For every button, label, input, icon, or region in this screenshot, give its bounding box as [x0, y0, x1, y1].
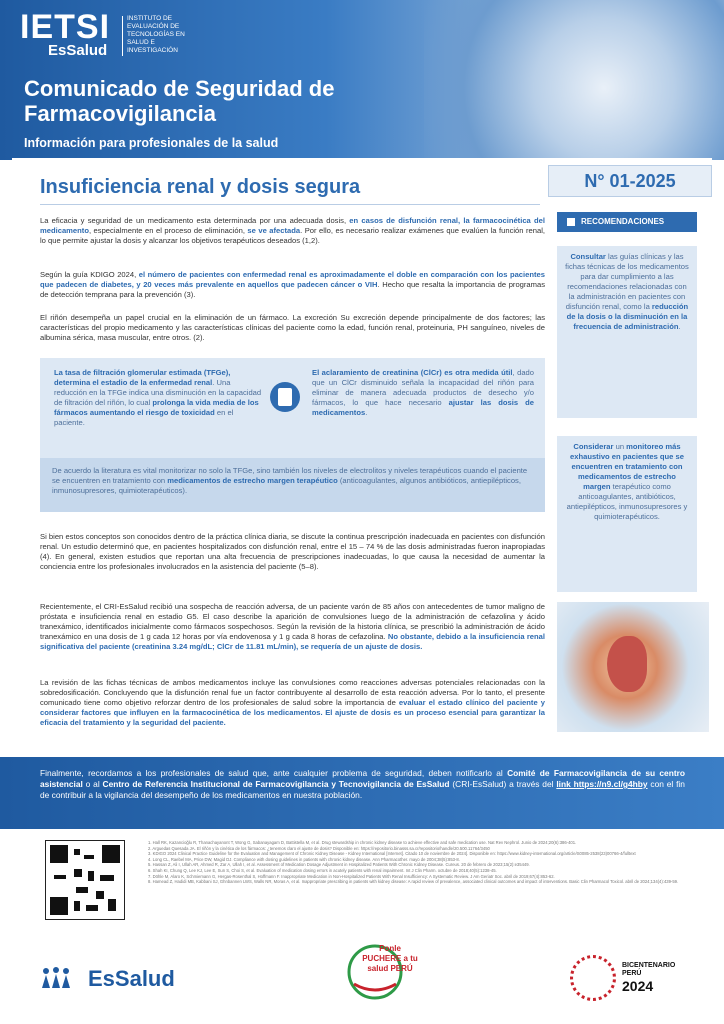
text-span: La revisión de las fichas técnicas de ambos medicamentos incluye las convulsiones como reacciones adversas potenciales relacionadas con la sobredosificación. Concluyendo que la disfunción renal fue un factor contribuyente al desarrollo de esta reacción adversa. Por lo tanto, el presente comunicado tiene como objetivo reforzar dentro de los profesionales de salud sobre la importancia de — [40, 678, 545, 707]
text-span: Según la guía KDIGO 2024, — [40, 270, 139, 279]
reference-item: 5. Hassan Z, Ali I, Ullah AR, Ahmed R, Zar A, Ullah I, et al. Assessment of Medication Dosage Adjustment in Hospitalized Patients With Chronic Kidney Disease. Cureus. 20 de febrero de 2023;15(2):e35449. — [148, 862, 530, 868]
bold-text: Comité de Farmacovigilancia de su centro asistencial — [40, 768, 685, 789]
highlight-text: reducción de la dosis o la disminución en la frecuencia de administración — [566, 302, 689, 331]
title-divider — [40, 204, 540, 205]
highlight-text: evaluar el estado clínico del paciente y considerar factores que influyen en la farmacocinética de los medicamentos. El ajuste de dosis es un proceso esencial para garantizar la eficacia del tratamiento y la seguridad del paciente. — [40, 698, 545, 727]
reference-item: 3. KDIGO 2024 Clinical Practice Guideline for the Evaluation and Management of Chronic Kidney Disease - Kidney International [Internet]. Citado 10 de noviembre de 2024]. Disponible en: https://www.kidney-international.org/article/S0085-2538(23)00766-4/fulltext — [148, 851, 636, 857]
highlight-text: El aclaramiento de creatinina (ClCr) es otra medida útil — [312, 368, 513, 377]
highlight-text: medicamentos de estrecho margen terapéutico — [167, 476, 338, 485]
highlight-text: La tasa de filtración glomerular estimada (TFGe), determina el estadio de la enfermedad renal — [54, 368, 231, 387]
essalud-brand: EsSalud — [88, 966, 175, 991]
qr-module — [86, 905, 98, 911]
text-span: . Una reducción en la TFGe indica una disminución en la capacidad de filtración del riñón, lo cual — [54, 378, 262, 407]
highlight-text: ajustar las dosis de medicamentos — [312, 398, 534, 417]
text-span: La eficacia y seguridad de un medicamento esta determinada por una adecuada dosis, — [40, 216, 350, 225]
qr-finder — [102, 845, 120, 863]
qr-module — [54, 875, 66, 879]
paragraph-kdigo — [40, 270, 545, 300]
recommendations-title: RECOMENDACIONES — [581, 217, 665, 226]
text-span: . — [365, 408, 368, 417]
bicentenario-country: PERÚ — [622, 970, 642, 977]
qr-module — [96, 891, 104, 899]
bold-text: Centro de Referencia Institucional de Farmacovigilancia y Tecnovigilancia de EsSalud — [102, 779, 450, 789]
qr-module — [100, 875, 114, 881]
highlight-text: el número de pacientes con enfermedad renal es aproximadamente el doble en comparación con los pacientes que padecen de diabetes, y 20 veces más prevalente en aquellos que padecen cáncer o VIH — [40, 270, 545, 289]
info-tfge — [54, 368, 264, 428]
bicentenario-label — [622, 962, 675, 978]
qr-module — [88, 871, 94, 881]
page-subtitle: Información para profesionales de la salud — [24, 136, 279, 150]
qr-module — [84, 855, 94, 859]
text-span: (CRI-EsSalud) a través del — [449, 779, 557, 789]
info-clcr — [312, 368, 534, 418]
logo-divider — [122, 16, 123, 56]
recommendation-monitor — [557, 436, 697, 592]
qr-module — [74, 849, 80, 855]
text-span: . — [678, 322, 681, 331]
paragraph-case — [40, 602, 545, 652]
qr-module — [74, 901, 80, 911]
recommendation-consult — [557, 246, 697, 418]
recommendations-header — [557, 212, 697, 232]
highlight-text: en casos de disfunción renal, la farmacocinética del medicamento — [40, 216, 545, 235]
info-monitoring — [40, 458, 545, 512]
essalud-logo-text: EsSalud — [48, 42, 108, 59]
text-span: terapéutico como anticoagulantes, antibióticos, antiepilépticos, inmunosupresores y quimioterapéuticos. — [566, 482, 688, 521]
highlight-text: No obstante, debido a la insuficiencia renal significativa del paciente (creatinina 3.24 mg/dL; ClCr de 11.81 mL/min), se requería de un ajuste de dosis. — [40, 632, 545, 651]
kidney-hands-photo — [557, 602, 709, 732]
reference-item: 6. Shah KI, Chung Q, Lee KJ, Lee E, Sun S, Choi S, et al. Evaluation of medication dosing errors in acutely patients with renal impairment. Int J Clin Pharm. octubre de 2018;40(5):1238-45. — [148, 867, 497, 873]
footer-notice — [40, 768, 685, 801]
essalud-family-icon — [40, 966, 86, 990]
paragraph-conclusion — [40, 678, 545, 728]
paragraph-prescription: Si bien estos conceptos son conocidos dentro de la práctica clínica diaria, se discute la continua prescripción inadecuada en pacientes con disfunción renal. Un estudio determinó que, en pacientes hospitalizados con disfunción renal, entre el 15 – 74 % de las dosis administradas fueron inapropiadas (4). En general, existen estudios que reportan una alta frecuencia de prescripciones inadecuadas, lo que causa la necesidad de aumentar la conciencia entre los profesionales involucrados en la asistencia del paciente (5–8). — [40, 532, 545, 571]
square-icon — [567, 218, 575, 226]
institute-name: INSTITUTO DE EVALUACIÓN DE TECNOLOGÍAS EN SALUD E INVESTIGACIÓN — [127, 15, 185, 54]
monitoring-text — [52, 466, 532, 496]
paragraph-kidney-role: El riñón desempeña un papel crucial en la eliminación de un fármaco. La excreción Su excreción depende principalmente de dos factores; las características del propio medicamento y las características clínicas del paciente como la edad, función renal, proteinuria, PH sanguíneo, niveles de albumina sérica, masa muscular, entre otros. (2). — [40, 313, 545, 342]
text-span: De acuerdo la literatura es vital monitorizar no solo la TFGe, sino también los niveles de electrolitos y niveles terapéuticos cuando el paciente se encuentren en tratamiento con — [52, 466, 528, 485]
header-photo — [424, 0, 724, 160]
text-span: un — [613, 442, 627, 451]
references-list — [148, 840, 703, 885]
bottle-glyph — [278, 388, 292, 406]
highlight-text: monitoreo más exhaustivo en pacientes que se encuentren en tratamiento con medicamentos de estrecho margen — [570, 442, 684, 491]
qr-finder — [50, 845, 68, 863]
bicentenario-year: 2024 — [622, 978, 654, 994]
section-title: Insuficiencia renal y dosis segura — [40, 176, 361, 198]
page-title: Comunicado de Seguridad de Farmacovigilancia — [24, 76, 335, 126]
highlight-text: prolonga la vida media de los fármacos aumentando el riesgo de toxicidad — [54, 398, 259, 417]
highlight-text: se ve afectada — [247, 226, 301, 235]
reference-item: 1. Hall RK, Kazancioğlu R, Thanachayanont T, Wong G, Sabanayagam D, Battistella M, et al. Drug stewardship in chronic kidney disease to achieve effective and safe medication use. Nat Rev Nephrol. Junio de 2024;20(6):386-401. — [148, 840, 577, 845]
reference-item: 7. Döhle M, Alaro K, Schmiemann G, Hergas-Rosenthal S, Hoffmann F. Inappropriate Medication in Non-Hospitalized Patients With Renal Insufficiency: A Systematic Review. J Am Geriatr Soc. abril de 2019;67(4):853-62. — [148, 873, 555, 879]
text-span: o al — [82, 779, 103, 789]
text-span: en el paciente. — [54, 408, 234, 427]
ietsi-logo: IETSI — [20, 8, 111, 46]
reference-item: 2. Arguedas Quesada JA. El riñón y la cinética de los fármacos: ¿tenemos claro el ajuste de dosis? Disponible en: https://repositorio.binasss.sa.cr/repositorio/handle/20.500.11764/3450 — [148, 845, 490, 851]
reference-item: 4. Long CL, Raebel MA, Price DW, Magid DJ. Compliance with dosing guidelines in patients with chronic kidney disease. Ann Pharmacother. mayo de 2004;38(5):853-8. — [148, 856, 460, 862]
text-span: las guías clínicas y las fichas técnicas de los medicamentos para dar cumplimiento a las recomendaciones relacionadas con la administración en pacientes con disfunción renal, como la — [565, 252, 689, 311]
paragraph-intro — [40, 216, 545, 246]
text-span: (anticoagulantes, algunos antibióticos, antiepilépticos, inmunosupresores, quimioterapéuticos). — [52, 476, 521, 495]
info-box — [40, 358, 545, 512]
qr-module — [108, 899, 116, 911]
text-span: . Hecho que resalta la importancia de programas de detección temprana para la prevención (3). — [40, 280, 545, 299]
text-span: Recientemente, el CRI-EsSalud recibió una sospecha de reacción adversa, de un paciente varón de 85 años con antecedentes de tumor maligno de próstata e insuficiencia renal en estadio G5. El caso describe la aparición de convulsiones luego de la administración de cefazolina y ácido tranexámico, identificados inicialmente como fármacos sospechosos. Según la revisión de la historia clínica, se prescribió la administración de ácido tranexámico en una dosis de 1 g cada 12 horas por vía endovenosa y 1 g cada 8 horas de cefazolina. — [40, 602, 545, 641]
issue-number-badge: N° 01-2025 — [548, 165, 712, 197]
text-span: , dado que un ClCr disminuido señala la incapacidad del riñón para eliminar de manera adecuada productos de desecho y/o fármacos, lo que hace necesario — [312, 368, 534, 407]
text-span: con el fin de contribuir a la vigilancia del desempeño de los medicamentos en nuestra población. — [40, 779, 685, 800]
qr-module — [74, 869, 82, 877]
text-span: , especialmente en el proceso de eliminación, — [88, 226, 248, 235]
highlight-text: Consultar — [570, 252, 606, 261]
qr-module — [76, 887, 88, 893]
text-span: Finalmente, recordamos a los profesionales de salud que, ante cualquier problema de seguridad, deben notificarlo al — [40, 768, 508, 778]
qr-code[interactable] — [45, 840, 125, 920]
highlight-text: Considerar — [573, 442, 614, 451]
qr-finder — [50, 897, 68, 915]
report-link[interactable]: link https://n9.cl/g4hby — [556, 779, 648, 789]
text-span: . Por ello, es necesario realizar exámenes que evalúen la función renal, lo que permite ajustar la dosis y alcanzar los objetivos terapéuticos deseados (1,2). — [40, 226, 545, 245]
bicentenario-top: BICENTENARIO — [622, 962, 676, 969]
ponle-puchere-text: Ponle PUCHERE a tu salud PERÚ — [362, 944, 418, 973]
kidney-icon — [607, 636, 647, 692]
reference-item: 8. Hamead Z, Hadidi MB, Kabbani SJ, Ghnbannen LWS, Walls NR, Moras A, et al. Inappropriate prescribing in patients with kidney disease: A rapid review of prevalence, associated clinical outcomes and impact of interventions. Basic Clin Pharmacol Toxicol. abril de 2024;134(4):439-59. — [148, 879, 679, 885]
medicine-bottle-icon — [270, 382, 300, 412]
bicentenario-seal-icon — [570, 955, 616, 1001]
